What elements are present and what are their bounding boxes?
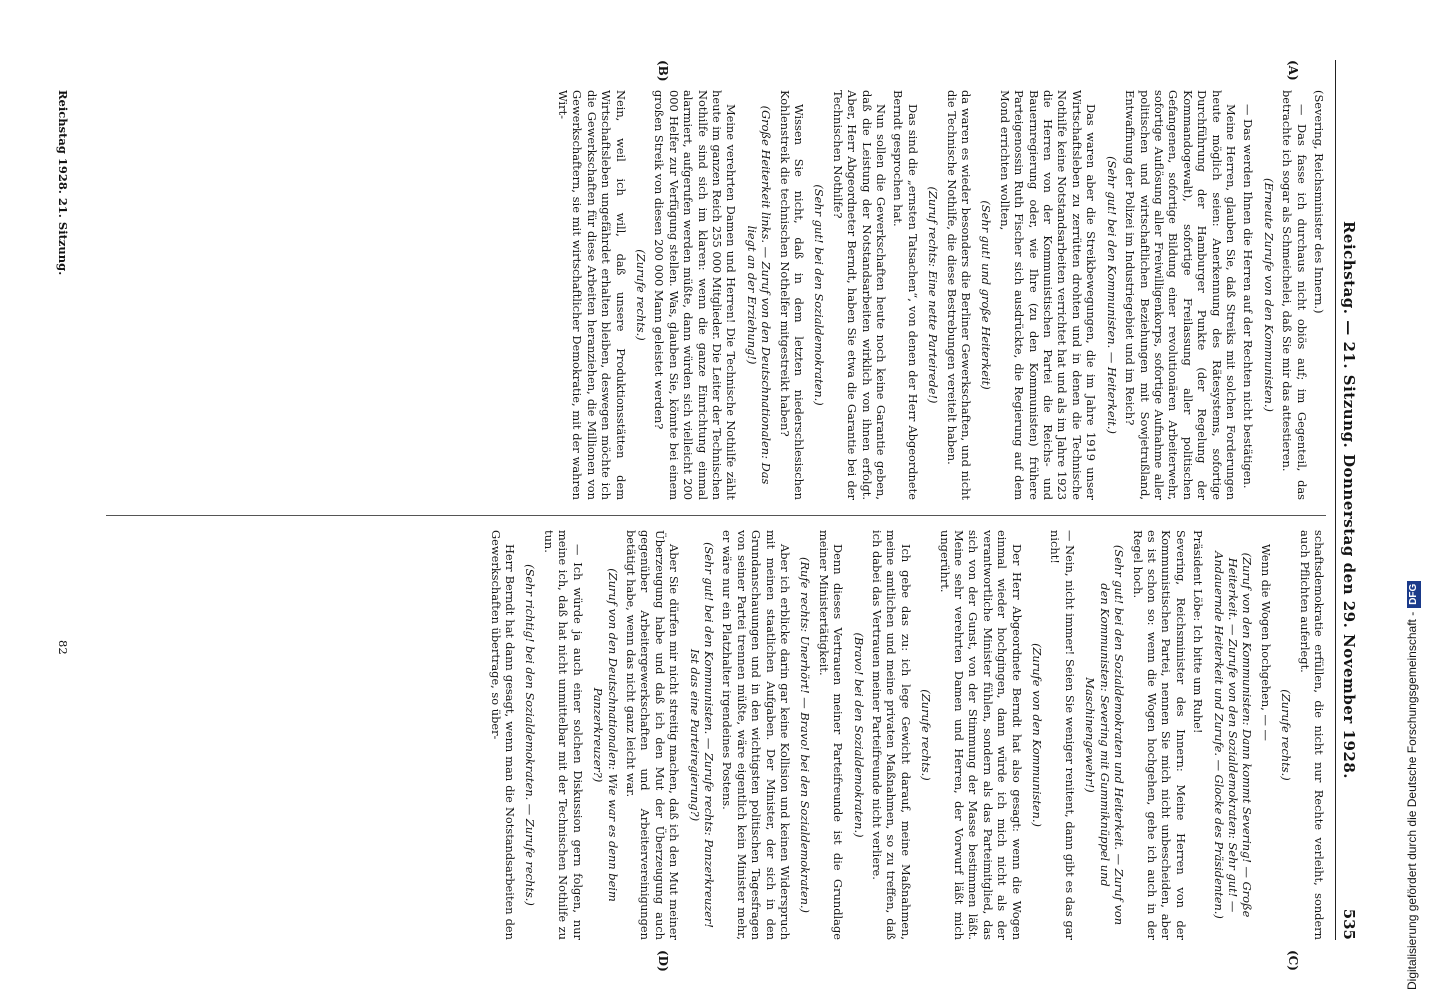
column-divider	[106, 515, 1326, 516]
paragraph: — Ich würde ja auch einer solchen Diskussion gern folgen, nur meine ich, daß hat nicht unmittelbar mit der Technischen Nothilfe zu tun.	[541, 530, 585, 940]
dfg-logo: DFG	[1407, 581, 1421, 608]
margin-mark-b: (B)	[656, 60, 670, 82]
interjection-line: (Sehr gut! bei den Sozialdemokraten und Heiterkeit. — Zuruf von den Kommunisten: Severing mit Gummiknüppel und Maschinengewehr!)	[1083, 544, 1127, 926]
page-title: Reichstag. — 21. Sitzung. Donnerstag den 29. November 1928.	[1340, 220, 1358, 780]
interjection-line: (Zuruf von den Deutschnationalen: Wie war es denn beim Panzerkreuzer?)	[591, 568, 620, 902]
paragraph: Herr Berndt hat dann gesagt, wenn man die Notstandsarbeiten den Gewerkschaften übertrage, so über-	[488, 530, 518, 940]
margin-mark-d: (D)	[656, 950, 670, 972]
stamp-text: Digitalisierung gefördert durch die Deutsche Forschungsgemeinschaft -	[1405, 611, 1419, 990]
paragraph: Denn dieses Vertrauen meiner Parteifreunde ist die Grundlage meiner Ministertätigkeit.	[816, 530, 846, 940]
paragraph: Nun sollen die Gewerkschaften heute noch keine Garantie geben, daß die Leistung der Notstandsarbeiten wirklich von ihnen erfolgt. Aber, Herr Abgeordneter Berndt, haben Sie etwa die Garantie bei der Technischen Nothilfe?	[830, 90, 889, 500]
interjection-line: (Zurufe von den Kommunisten.)	[1030, 643, 1045, 827]
paragraph: da waren es wieder besonders die Berliner Gewerkschaften, und nicht die Technische Nothilfe, die diese Bestrebungen vereitelt haben.	[944, 90, 974, 500]
interjection-line: (Zurufe rechts.)	[1279, 689, 1294, 781]
paragraph: Severing, Reichsminister des Innern: Meine Herren von der Kommunistischen Partei, nennen Sie mich nicht unbescheiden, aber es ist schon so: wenn die Wogen hochgehen, gehe ich auch in der Regel hoch.	[1130, 530, 1188, 940]
page-number: 535	[1340, 908, 1358, 940]
interjection-line: (Rufe rechts: Unerhört! — Bravo! bei den Sozialdemokraten.)	[798, 557, 813, 913]
paragraph: Meine Herren, glauben Sie, daß Streiks mit solchen Forderungen heute möglich seien: Anerkennung des Rätesystems, sofortige Durchführung der Hamburger Punkte (der Regelung der Kommandogewalt), sofortige Freilassung aller politischen Gefangenen, sofortige Bildung einer revolutionären Arbeiterwehr, sofortige Auflösung aller Freiwilligenkorps, sofortige Aufnahme aller politischen und wirtschaftlichen Beziehungen mit Sowjetrußland, Entwaffnung der Polizei im Industriegebiet und im Reich?	[1123, 90, 1238, 500]
text-column-left	[86, 90, 1326, 500]
paragraph: Nein, weil ich will, daß unsere Produktionsstätten dem Wirtschaftsleben ungefährdet erhalten bleiben, deswegen möchte ich die Gewerkschaften für diese Arbeiten heranziehen, die Millionen von Gewerkschaftern, sie mit wirtschaftlicher Demokratie, mit der wahren Wirt-	[555, 90, 628, 500]
paragraph: Präsident Löbe: Ich bitte um Ruhe!	[1191, 530, 1206, 734]
paragraph: Der Herr Abgeordnete Berndt hat also gesagt: wenn die Wogen einmal wieder hochgingen, dann würde ich mich nicht als der verantwortliche Minister fühlen, sondern als das Parteimitglied, das sich von der Gunst, von der Stimmung der Masse bestimmen läßt. Meine sehr verehrten Damen und Herren, der Vorwurf läßt mich ungerührt.	[937, 530, 1024, 940]
paragraph: Das waren aber die Streikbewegungen, die im Jahre 1919 unser Wirtschaftsleben zu zerrütten drohten und in denen die Technische Nothilfe keine Notstandsarbeiten verrichtet hat und als im Jahre 1923 die Herren von der Kommunistischen Partei die Reichs- und Bauernregierung oder, wie Ihre (zu den Kommunisten) frühere Parteigenossin Ruth Fischer sich ausdrückte, die Regierung auf dem Mond errichten wollten,	[997, 90, 1099, 500]
margin-mark-c: (C)	[1286, 950, 1300, 971]
interjection-line: (Sehr gut! bei den Kommunisten. — Heiterkeit.)	[1104, 156, 1119, 434]
footer-sheet-number: 82	[56, 640, 70, 655]
paragraph: Aber ich erblicke darin gar keine Kollision und keinen Widerspruch mit meinen staatlichen Aufgaben. Der Minister, der sich in den Grundanschauungen und in den wichtigsten politischen Tagesfragen von seiner Partei trennen müßte, wäre eigentlich kein Minister mehr, er wäre nur ein Platzhalter irgendeines Postens.	[720, 530, 792, 940]
interjection-line: (Erneute Zurufe von den Kommunisten.)	[1261, 178, 1276, 412]
page-header	[1335, 60, 1358, 940]
interjection-line: (Zurufe rechts.)	[919, 689, 934, 781]
interjection-line: (Sehr gut! und große Heiterkeit)	[979, 200, 994, 390]
margin-mark-a: (A)	[1286, 60, 1300, 81]
paragraph: Meine verehrten Damen und Herren! Die Technische Nothilfe zählt heute im ganzen Reich 255 000 Mitglieder. Die Leiter der Technischen Nothilfe sind sich im klaren: wenn die ganze Einrichtung einmal alarmiert, aufgerufen werden müßte, dann würden sich vielleicht 200 000 Helfer zur Verfügung stellen. Was, glauben Sie, könnte bei einem großen Streik von diesen 200 000 Mann geleistet werden?	[652, 90, 739, 500]
paragraph: — Das fasse ich durchaus nicht obiös auf; im Gegenteil, das betrachte ich sogar als Schmeichelei, daß Sie mir das attestieren.	[1280, 90, 1309, 500]
digitization-stamp	[1405, 0, 1425, 990]
paragraph: (Severing, Reichsminister des Innern.)	[1312, 90, 1326, 314]
paragraph: Wenn die Wogen hochgehen, — —	[1258, 544, 1273, 741]
footer-session-note: Reichstag 1928. 21. Sitzung.	[56, 90, 70, 276]
paragraph: schaftsdemokratie erfüllen, die nicht nur Rechte verleiht, sondern auch Pflichten auferlegt.	[1297, 530, 1326, 940]
interjection-line: (Sehr richtig! bei den Sozialdemokraten. — Zurufe rechts.)	[523, 564, 538, 906]
interjection-line: (Bravo! bei den Sozialdemokraten.)	[851, 632, 866, 838]
interjection-line: (Sehr gut! bei den Kommunisten. — Zurufe rechts: Panzerkreuzer! Ist das eine Parteiregierung?)	[687, 542, 716, 928]
interjection-line: (Zuruf von den Kommunisten: Dann kommt Severing! — Große Heiterkeit. — Zurufe von den Sozialdemokraten: Sehr gut! — Andauernde Heiterkeit und Zurufe. — Glocke des Präsidenten.)	[1211, 551, 1255, 919]
interjection-line: (Zuruf rechts: Eine nette Parteirede!)	[926, 186, 941, 404]
interjection-line: (Sehr gut! bei den Sozialdemokraten.)	[812, 184, 827, 406]
paragraph: Wissen Sie nicht, daß in dem letzten niederschlesischen Kohlenstreik die technischen Nothelfer mitgestreikt haben?	[777, 90, 806, 500]
paragraph: — Nein, nicht immer! Seien Sie weniger renitent, dann gibt es das gar nicht!	[1048, 530, 1077, 940]
interjection-line: (Zurufe rechts.)	[633, 249, 648, 341]
paragraph: Aber Sie dürfen mir nicht streitig machen, daß ich den Mut meiner Überzeugung habe und daß ich den Mut der Überzeugung auch gegenüber Arbeitergewerkschaften und Arbeitervereinigungen betätigt habe, wenn das nicht ganz leicht war.	[623, 530, 682, 940]
paragraph: Ich gebe das zu: ich lege Gewicht darauf, meine Maßnahmen, meine amtlichen und meine privaten Maßnahmen, so zu treffen, daß ich dabei das Vertrauen meiner Parteifreunde nicht verliere.	[870, 530, 913, 940]
paragraph: Das sind die „ernsten Tatsachen“, von denen der Herr Abgeordnete Berndt gesprochen hat.	[891, 90, 920, 500]
text-column-right	[86, 530, 1326, 940]
paragraph: — Das werden Ihnen die Herren auf der Rechten nicht bestätigen.	[1241, 104, 1256, 489]
interjection-line: (Große Heiterkeit links. — Zuruf von den Deutschnationalen: Das liegt an der Erziehung!)	[744, 105, 774, 485]
